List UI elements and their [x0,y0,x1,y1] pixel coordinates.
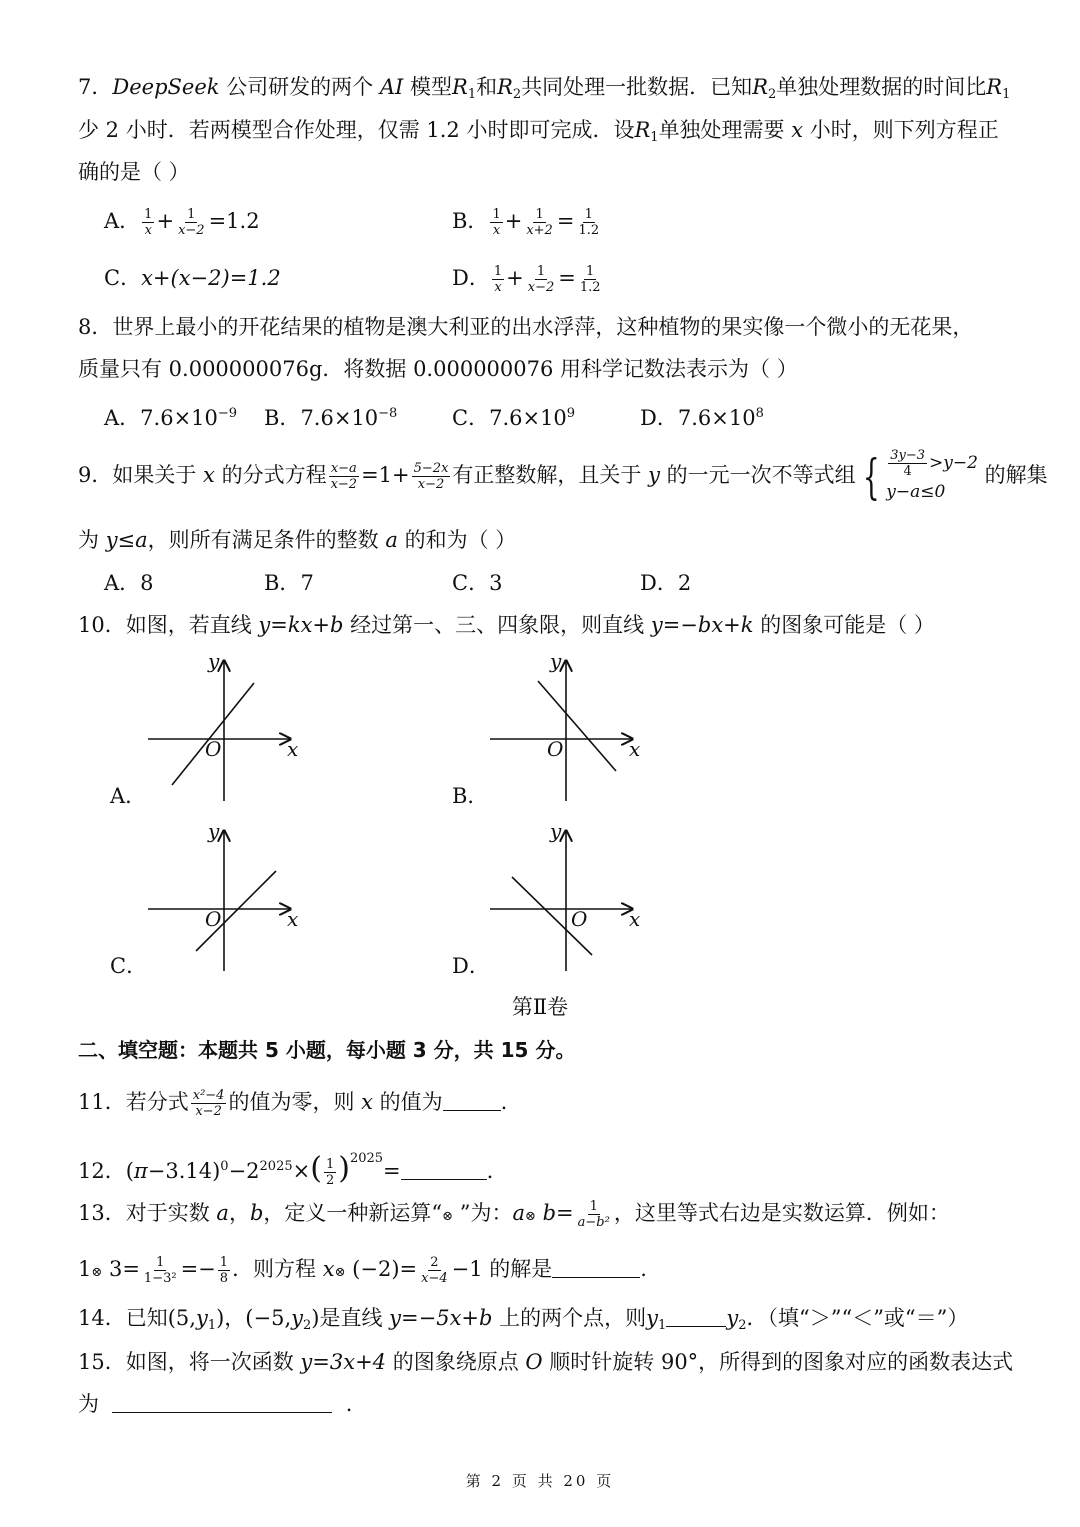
q8-option-c: C．$7.6\times 10^9$ [452,406,576,430]
q7-option-c: C．x+(x−2)=1.2 [104,266,281,290]
q7-option-b: B． $\frac{1}{x}$ + $\frac{1}{x+2}$ = $\frac{1}{1.2}$ [452,207,600,238]
q7-line-1: 7．DeepSeek 公司研发的两个 AI 模型$R_1$和$R_2$共同处理一批数据．已知$R_2$单独处理数据的时间比$R_1$ [78,75,1011,102]
answer-blank[interactable] [112,1394,332,1413]
q15-line-1: 15．如图，将一次函数 y=3x+4 的图象绕原点 O 顺时针旋转 90°，所得到的图象对应的函数表达式 [78,1350,1014,1374]
page-footer: 第 2 页 共 20 页 [465,1472,615,1490]
x-label: x [287,737,299,761]
graph-a [146,649,306,810]
q12-line: 12．$(\pi-3.14)^0-2^{2025}\times$( $\frac{1}{2}$ )$^{2025}$= . [78,1151,494,1188]
q8-option-d: D．$7.6\times 10^8$ [640,406,764,430]
origin-label: O [205,907,222,931]
answer-blank[interactable] [666,1308,726,1327]
q14-line: 14．已知$(5,y_1)$，$(-5,y_2)$是直线 y=−5x+b 上的两个点，则$y_1$ $y_2$．（填“＞”“＜”或“＝”） [78,1306,969,1333]
origin-label: O [547,737,564,761]
q13-line-1: 13．对于实数 a，b，定义一种新运算“⊗ ”为：a⊗ b= $\frac{1}{\text{a−b²}}$ ，这里等式右边是实数运算．例如： [78,1199,950,1230]
q9-line-1: 9．如果关于 x 的分式方程 $\frac{x-a}{x-2}$ =1+ $\frac{5-2x}{x-2}$ 有正整数解，且关于 y 的一元一次不等式组 { $\frac{3y-3}{4}$ >y−2 y−a≤0 的解集 [78,448,1048,505]
q7-option-d: D． $\frac{1}{x}$ + $\frac{1}{x-2}$ = $\frac{1}{1.2}$ [452,264,601,295]
section-header: 二、填空题：本题共 5 小题，每小题 3 分，共 15 分。 [78,1038,576,1062]
y-label: y [208,649,220,673]
q10-line: 10．如图，若直线 y=kx+b 经过第一、三、四象限，则直线 y=−bx+k 的图象可能是（ ） [78,613,935,637]
q8-line-1: 8．世界上最小的开花结果的植物是澳大利亚的出水浮萍，这种植物的果实像一个微小的无花果， [78,315,974,339]
x-label: x [629,737,641,761]
x-label: x [287,907,299,931]
answer-blank[interactable] [401,1161,487,1180]
q9-option-b: B．7 [264,571,314,595]
graph-d-svg [488,825,648,975]
graph-d [488,819,648,980]
x-label: x [629,907,641,931]
graph-c-svg [146,825,306,975]
graph-a-label: A． [110,784,147,808]
answer-blank[interactable] [552,1259,640,1278]
graph-c-label: C． [110,954,148,978]
origin-label: O [205,737,222,761]
graph-b [488,649,648,810]
graph-a-svg [146,655,306,805]
q8-option-a: A．$7.6\times 10^{-9}$ [104,406,238,430]
q11-line: 11．若分式 $\frac{\text{x²−4}}{x-2}$ 的值为零，则 x 的值为 . [78,1088,508,1119]
y-label: y [550,649,562,673]
q8-option-b: B．$7.6\times 10^{-8}$ [264,406,398,430]
volume-title: 第Ⅱ卷 [511,995,569,1019]
graph-b-label: B． [452,784,489,808]
graph-c [146,819,306,980]
q9-option-a: A．8 [104,571,154,595]
y-label: y [208,819,220,843]
q9-option-c: C．3 [452,571,503,595]
q8-line-2: 质量只有 0.000000076g．将数据 0.000000076 用科学记数法表示为（ ） [78,357,798,381]
q7-line-3: 确的是（ ） [78,160,190,184]
answer-blank[interactable] [443,1092,501,1111]
q7-line-2: 少 2 小时．若两模型合作处理，仅需 1.2 小时即可完成．设$R_1$单独处理需要 x 小时，则下列方程正 [78,118,999,145]
q13-line-2: 1⊗ 3= $\frac{1}{\text{1−3²}}$ =− $\frac{1}{8}$ ．则方程 x⊗ (−2)= $\frac{2}{x-4}$ −1 的解是 . [78,1255,647,1286]
graph-d-label: D． [452,954,490,978]
q9-line-2: 为 y≤a，则所有满足条件的整数 a 的和为（ ） [78,528,517,552]
q7-option-a: A． $\frac{1}{x}$ + $\frac{1}{x-2}$ =1.2 [104,207,260,238]
y-label: y [550,819,562,843]
origin-label: O [571,907,588,931]
graph-b-svg [488,655,648,805]
q15-line-2: 为 . [78,1392,353,1416]
q9-option-d: D．2 [640,571,692,595]
graph-line [172,683,254,785]
